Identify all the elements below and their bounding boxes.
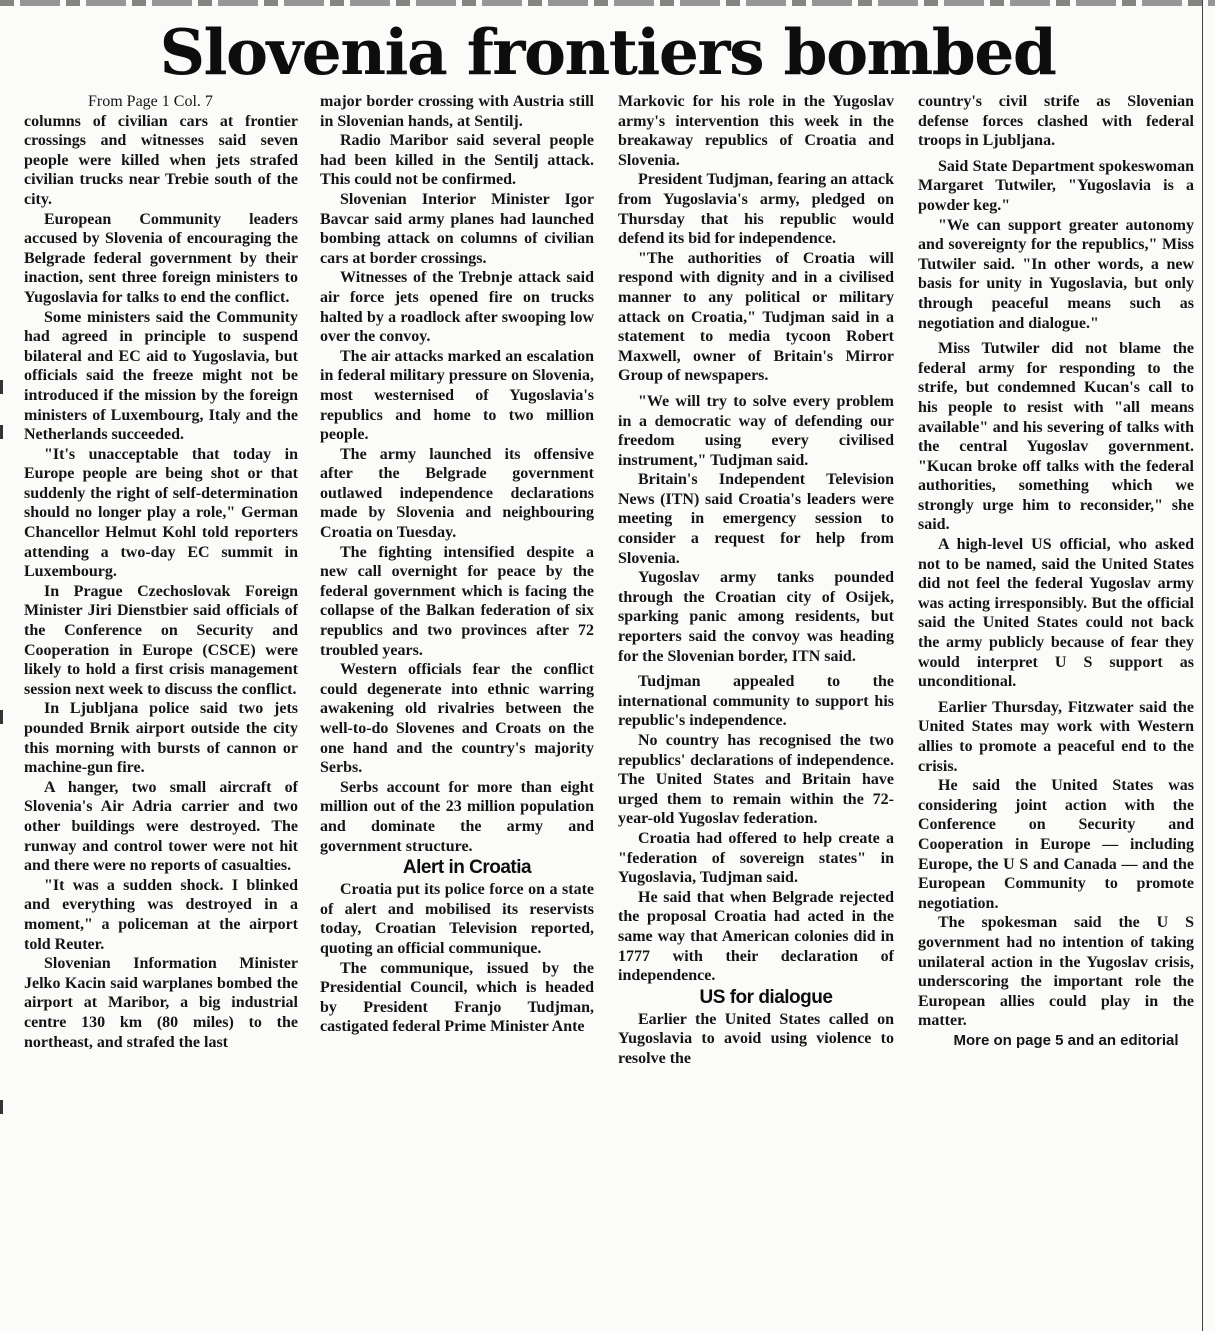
- article-paragraph: Markovic for his role in the Yugoslav army's intervention this week in the breakaway republics of Croatia and Slovenia.: [618, 93, 894, 169]
- article-paragraph: Some ministers said the Community had agreed in principle to suspend bilateral and EC aid to Yugoslavia, but officials said the freeze might not be introduced if the mission by the foreign ministers of Luxembourg, Italy and the Netherlands succeeded.: [24, 308, 298, 444]
- article-paragraph: President Tudjman, fearing an attack from Yugoslavia's army, pledged on Thursday that his republic would defend its bid for independence.: [618, 171, 894, 248]
- left-margin-marks: [0, 380, 4, 1280]
- article-column-4: [918, 92, 1194, 1302]
- article-paragraph: Witnesses of the Trebnje attack said air force jets opened fire on trucks halted by a roadlock after swooping low over the convoy.: [320, 269, 594, 346]
- continuation-line: From Page 1 Col. 7: [88, 93, 213, 110]
- article-paragraph: He said the United States was considering joint action with the Conference on Security and Cooperation in Europe — including Europe, the U S and Canada — and the European Community to promote negotiation.: [918, 777, 1194, 912]
- article-paragraph: Tudjman appealed to the international community to support his republic's independence.: [618, 673, 894, 730]
- article-paragraph: The spokesman said the U S government had no intention of taking unilateral action in the Yugoslav crisis, underscoring the important role the European allies could play in the matter.: [918, 914, 1194, 1030]
- right-margin-edge: [1202, 0, 1215, 1331]
- article-paragraph: Britain's Independent Television News (ITN) said Croatia's leaders were meeting in emergency session to consider a request for help from Slovenia.: [618, 471, 894, 567]
- subheading: US for dialogue: [699, 986, 833, 1008]
- article-paragraph: country's civil strife as Slovenian defense forces clashed with federal troops in Ljubljana.: [918, 93, 1194, 150]
- article-paragraph: Yugoslav army tanks pounded through the Croatian city of Osijek, sparking panic among residents, but reporters said the convoy was heading for the Slovenian border, ITN said.: [618, 569, 894, 665]
- article-paragraph: Slovenian Interior Minister Igor Bavcar said army planes had launched bombing attack on columns of civilian cars at border crossings.: [320, 190, 594, 267]
- article-paragraph: No country has recognised the two republics' declarations of independence. The United States and Britain have urged them to remain within the 72-year-old Yugoslav federation.: [618, 732, 894, 828]
- article-paragraph: The communique, issued by the Presidential Council, which is headed by President Franjo Tudjman, castigated federal Prime Minister Ante: [320, 959, 594, 1036]
- article-paragraph: The fighting intensified despite a new call overnight for peace by the federal government which is facing the collapse of the Balkan federation of six republics and two provinces after 72 troubled years.: [320, 543, 594, 659]
- article-paragraph: He said that when Belgrade rejected the proposal Croatia had acted in the same way that American colonies did in 1777 with their declaration of independence.: [618, 888, 894, 985]
- clipped-top-text-edge: [0, 0, 1215, 6]
- article-paragraph: In Ljubljana police said two jets pounded Brnik airport outside the city this morning with bursts of cannon or machine-gun fire.: [24, 700, 298, 777]
- article-paragraph: "We will try to solve every problem in a democratic way of defending our freedom using every civilised instrument," Tudjman said.: [618, 392, 894, 469]
- article-paragraph: columns of civilian cars at frontier crossings and witnesses said seven people were killed when jets strafed civilian trucks near Trebie south of the city.: [24, 112, 298, 208]
- article-paragraph: A hanger, two small aircraft of Slovenia's Air Adria carrier and two other buildings were destroyed. The runway and control tower were not hit and there were no reports of casualties.: [24, 778, 298, 875]
- article-paragraph: Miss Tutwiler did not blame the federal army for responding to the strife, but condemned Kucan's call to his people to resist with "all means available" and his severing of talks with the central Yugoslav government. "Kucan broke off talks with the federal authorities, something which we strongly urge him to reconsider," she said.: [918, 340, 1194, 534]
- subheading: Alert in Croatia: [402, 857, 532, 879]
- article-paragraph: In Prague Czechoslovak Foreign Minister Jiri Dienstbier said officials of the Conference on Security and Cooperation in Europe (CSCE) were likely to hold a first crisis management session next week to discuss the conflict.: [24, 582, 298, 698]
- article-paragraph: Slovenian Information Minister Jelko Kacin said warplanes bombed the airport at Maribor, a big industrial centre 130 km (80 miles) to the northeast, and strafed the last: [24, 955, 298, 1051]
- article-paragraph: "We can support greater autonomy and sovereignty for the republics," Miss Tutwiler said. "In other words, a new basis for unity in Yugoslavia, but only through peaceful means such as negotiation and dialogue.": [918, 216, 1194, 332]
- article-column-2: [320, 92, 594, 1302]
- article-paragraph: Western officials fear the conflict could degenerate into ethnic warring awakening old rivalries between the well-to-do Slovenes and Croats on the one hand and the country's majority Serbs.: [320, 661, 594, 777]
- article-column-1: [24, 92, 298, 1302]
- article-paragraph: major border crossing with Austria still in Slovenian hands, at Sentilj.: [320, 93, 594, 130]
- article-paragraph: The air attacks marked an escalation in federal military pressure on Slovenia, most westernised of Yugoslavia's republics and home to two million people.: [320, 347, 594, 444]
- article-paragraph: Earlier the United States called on Yugoslavia to avoid using violence to resolve the: [618, 1010, 894, 1067]
- article-paragraph: Earlier Thursday, Fitzwater said the United States may work with Western allies to promote a peaceful end to the crisis.: [918, 698, 1194, 775]
- continuation-note: More on page 5 and an editorial: [953, 1031, 1179, 1049]
- article-paragraph: Croatia had offered to help create a "federation of sovereign states" in Yugoslavia, Tudjman said.: [618, 829, 894, 887]
- headline: Slovenia frontiers bombed: [159, 15, 1056, 89]
- article-paragraph: "It was a sudden shock. I blinked and everything was destroyed in a moment," a policeman at the airport told Reuter.: [24, 876, 298, 953]
- article-paragraph: "It's unacceptable that today in Europe people are being shot or that suddenly the right of self-determination should no longer play a role," German Chancellor Helmut Kohl told reporters attending a two-day EC summit in Luxembourg.: [24, 445, 298, 581]
- article-paragraph: Croatia put its police force on a state of alert and mobilised its reservists today, Croatian Television reported, quoting an official communique.: [320, 881, 594, 957]
- article-paragraph: "The authorities of Croatia will respond with dignity and in a civilised manner to any political or military attack on Croatia," Tudjman said in a statement to media tycoon Robert Maxwell, owner of Britain's Mirror Group of newspapers.: [618, 249, 894, 385]
- article-paragraph: Said State Department spokeswoman Margaret Tutwiler, "Yugoslavia is a powder keg.": [918, 157, 1194, 214]
- article-paragraph: Radio Maribor said several people had been killed in the Sentilj attack. This could not be confirmed.: [320, 132, 594, 189]
- article-paragraph: European Community leaders accused by Slovenia of encouraging the Belgrade federal government by their inaction, sent three foreign ministers to Yugoslavia for talks to end the conflict.: [24, 210, 298, 306]
- article-column-3: [618, 92, 894, 1302]
- article-paragraph: The army launched its offensive after the Belgrade government outlawed independence declarations made by Slovenia and neighbouring Croatia on Tuesday.: [320, 445, 594, 542]
- article-paragraph: Serbs account for more than eight million out of the 23 million population and dominate the army and government structure.: [320, 778, 594, 855]
- article-paragraph: A high-level US official, who asked not to be named, said the United States did not feel the federal Yugoslav army was acting irresponsibly. But the official said the United States could not back the army publicly because of fear they would interpret U S support as unconditional.: [918, 536, 1194, 691]
